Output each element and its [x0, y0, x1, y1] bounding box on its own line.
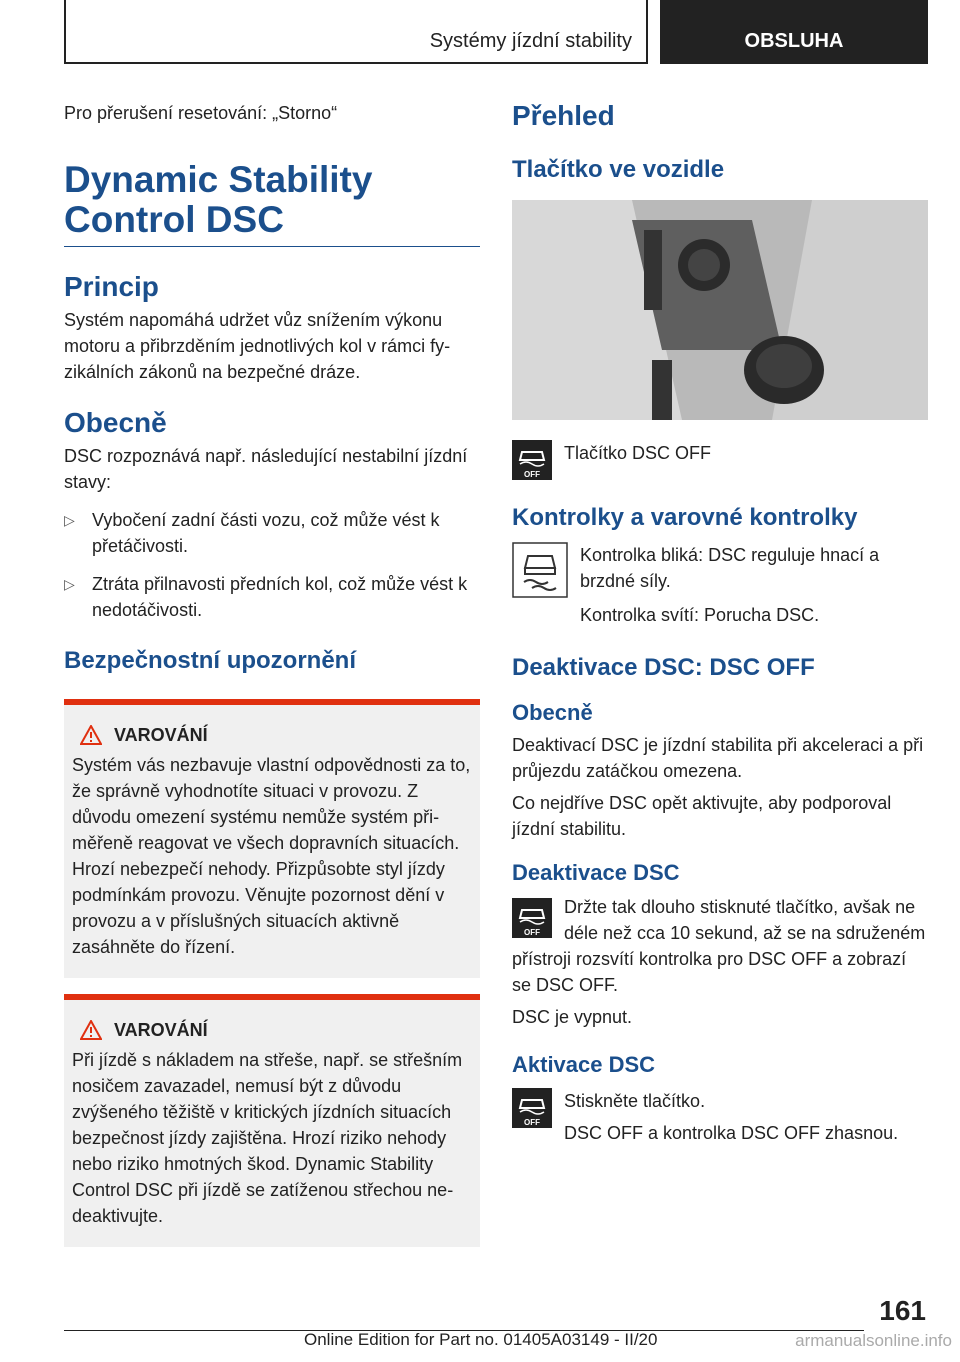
triangle-bullet-icon: ▷ — [64, 576, 75, 592]
deactivate-dsc-text-2: DSC je vypnut. — [512, 1007, 633, 1027]
console-illustration — [512, 200, 928, 420]
warning-triangle-icon — [80, 1020, 102, 1040]
general-text: DSC rozpoznává např. následující nestabilní jízdní stavy: — [64, 446, 468, 492]
warning-box — [64, 699, 480, 978]
bullet-item — [64, 507, 480, 559]
deactivate-dsc-text: Držte tak dlouho stisknuté tlačítko, avšak ne déle než cca 10 sekund, až se na sdruženém přístroji rozsvítí kontrolka pro DSC OFF a zobrazí se DSC OFF. — [512, 897, 926, 995]
warning-label: VAROVÁNÍ — [114, 725, 208, 745]
dsc-off-icon — [512, 1088, 552, 1128]
deactivate-dsc-block — [512, 894, 928, 1030]
warning-header — [80, 1020, 472, 1041]
icon-off-label: OFF — [524, 1118, 540, 1127]
principle-heading: Princip — [64, 271, 159, 302]
icon-off-label: OFF — [524, 470, 540, 479]
vehicle-console-photo — [512, 200, 928, 420]
lights-text-1: Kontrolka bliká: DSC reguluje hnací a brzdné síly. — [580, 545, 880, 591]
dsc-warning-light-icon — [512, 542, 568, 598]
deactivate-general-heading: Obecně — [512, 700, 593, 725]
warning-box — [64, 994, 480, 1247]
icon-off-label: OFF — [524, 928, 540, 937]
chapter-tab: OBSLUHA — [660, 0, 928, 64]
safety-heading: Bezpečnostní upozornění — [64, 647, 357, 674]
deactivate-dsc-heading: Deaktivace DSC — [512, 860, 680, 885]
page-header — [64, 0, 928, 64]
general-heading: Obecně — [64, 407, 167, 438]
principle-text: Systém napomáhá udržet vůz snížením výkonu motoru a přibrzděním jednotlivých kol v rámci fyzikálních zákonů na bezpečné dráze. — [64, 310, 451, 382]
right-column — [512, 100, 928, 1146]
left-column — [64, 100, 480, 1247]
activate-text-1: Stiskněte tlačítko. — [564, 1091, 706, 1111]
activate-text-2: DSC OFF a kontrolka DSC OFF zhasnou. — [564, 1123, 899, 1143]
bullet-text: Vybočení zadní části vozu, což může vést k přetáčivosti. — [92, 510, 440, 556]
deactivate-general-text-1: Deaktivací DSC je jízdní stabilita při akceleraci a při průjezdu zatáčkou omezena. — [512, 735, 924, 781]
lights-row — [512, 542, 928, 628]
warning-text: Systém vás nezbavuje vlastní odpovědnosti za to, že správně vyhodnotíte situaci v provozu. Z důvodu omezení systému nemůže systém přiměřeně reagovat ve všech dopravních situacích. Hrozí nebezpečí nehody. Přizpůsobte styl jízdy podmínkám provozu. Věnujte pozornost dění v provozu a v příslušných situacích aktivně zasáhněte do řízení. — [72, 755, 471, 957]
header-box — [64, 0, 648, 64]
edition-text: Online Edition for Part no. 01405A03149 - II/20 — [304, 1330, 658, 1349]
main-heading: Dynamic Stability Control DSC — [64, 159, 373, 240]
activate-dsc-heading: Aktivace DSC — [512, 1052, 656, 1077]
watermark-brand: armanualsonline.info — [795, 1331, 952, 1350]
activate-dsc-text — [564, 1088, 898, 1146]
triangle-bullet-icon: ▷ — [64, 512, 75, 528]
intro-text: Pro přerušení resetování: „Storno“ — [64, 103, 338, 123]
warning-label: VAROVÁNÍ — [114, 1020, 208, 1040]
deactivate-general-text-2: Co nejdříve DSC opět aktivujte, aby podporoval jízdní stabilitu. — [512, 793, 892, 839]
bullet-text: Ztráta přilnavosti předních kol, což může vést k nedotáčivosti. — [92, 574, 468, 620]
dsc-off-icon — [512, 440, 552, 480]
lights-heading: Kontrolky a varovné kontrolky — [512, 504, 858, 531]
bullet-item — [64, 571, 480, 623]
deactivate-heading: Deaktivace DSC: DSC OFF — [512, 654, 815, 681]
button-caption: Tlačítko DSC OFF — [564, 443, 712, 463]
lights-text-2: Kontrolka svítí: Porucha DSC. — [580, 605, 820, 625]
button-heading: Tlačítko ve vozidle — [512, 156, 725, 183]
warning-header — [80, 725, 472, 746]
warning-triangle-icon — [80, 725, 102, 745]
overview-heading: Přehled — [512, 100, 615, 131]
page-number: 161 — [879, 1295, 926, 1326]
activate-dsc-row — [512, 1088, 928, 1146]
dsc-off-icon — [512, 898, 552, 938]
lights-text — [580, 542, 928, 628]
caption-row — [512, 440, 928, 480]
section-title: Systémy jízdní stability — [429, 30, 632, 52]
warning-text: Při jízdě s nákladem na střeše, např. se střešním nosičem zavazadel, nemusí být z důvodu zvýšeného těžiště v kritických jízdních situacích bezpečnost jízdy zajištěna. Hrozí riziko nehody nebo riziko hmotných škod. Dynamic Stability Control DSC při jízdě se zatíženou střechou nedeaktivujte. — [72, 1050, 463, 1226]
